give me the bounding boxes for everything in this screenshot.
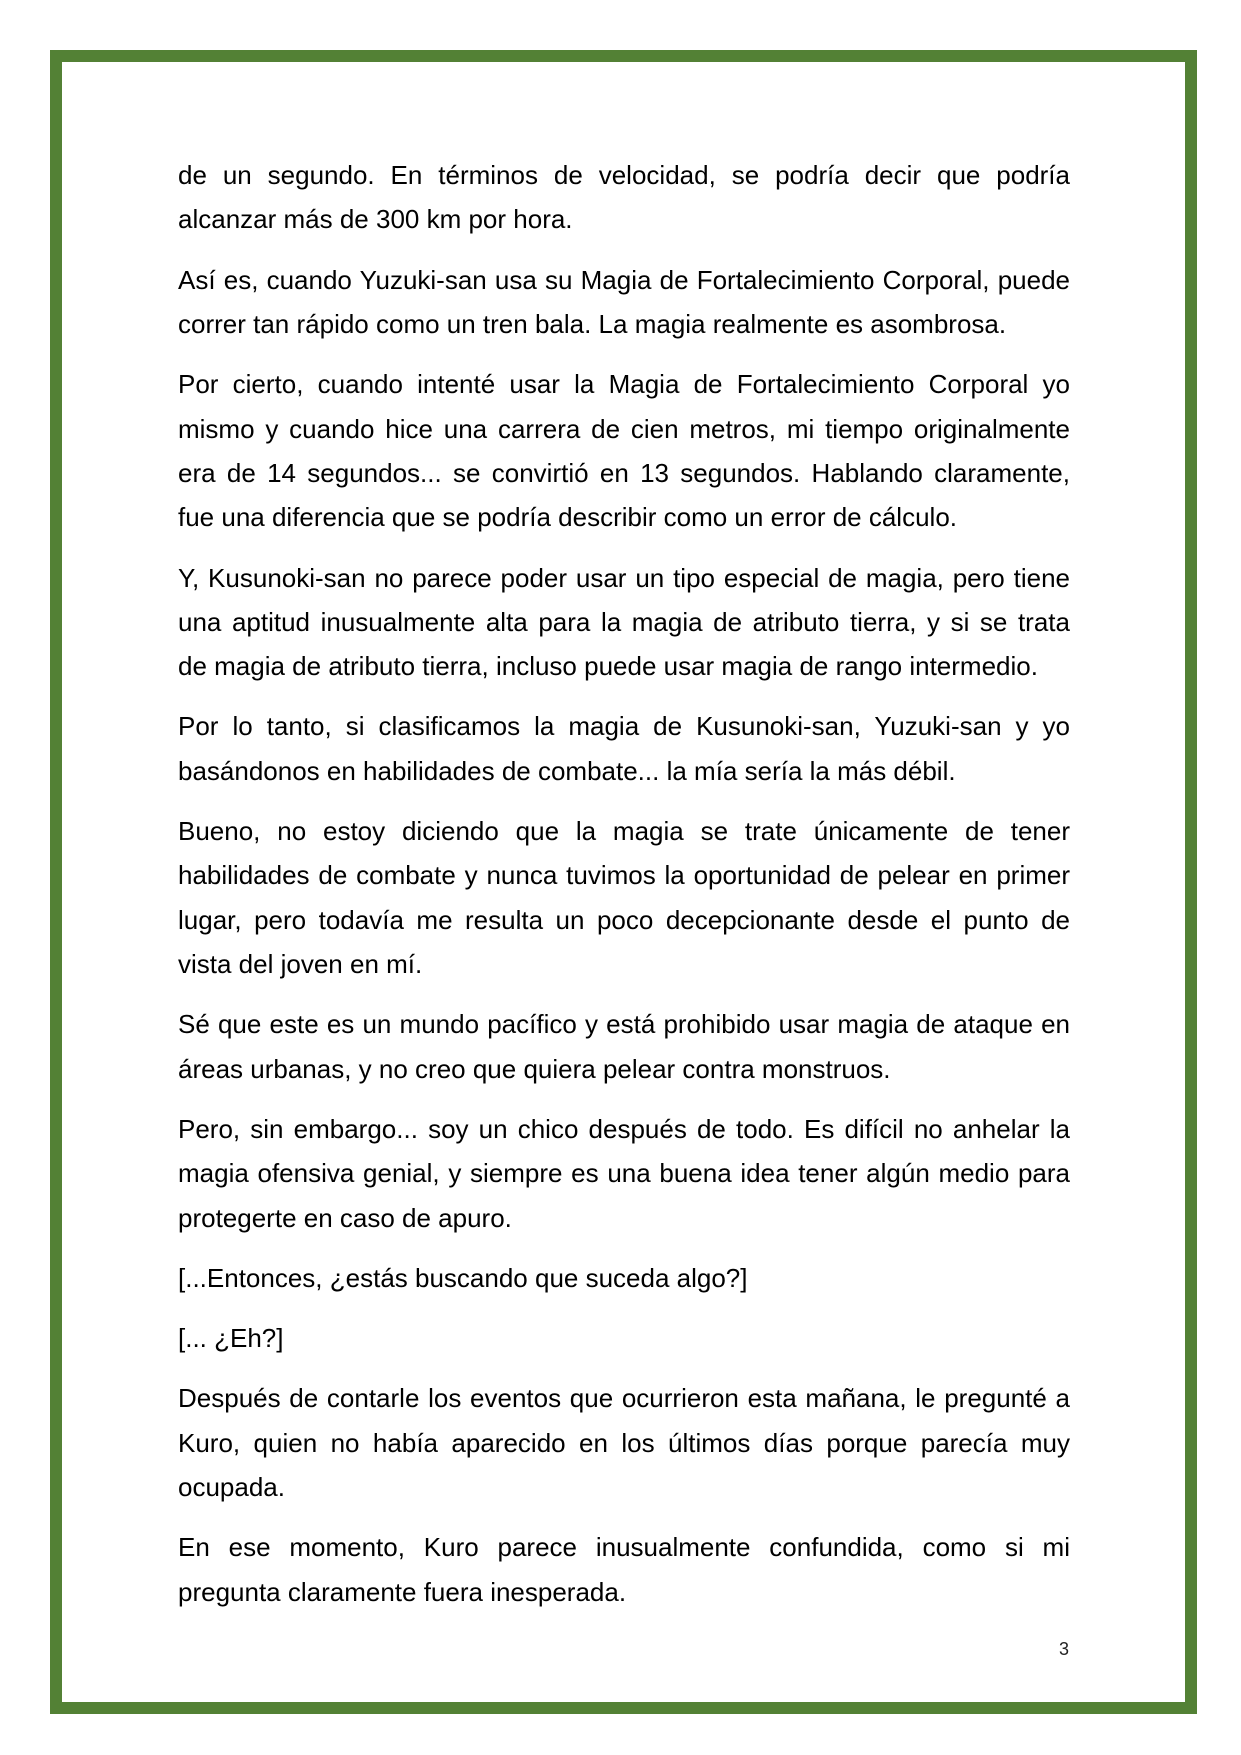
- paragraph: [178, 1525, 1070, 1614]
- text-line: fue una diferencia que se podría describir como un error de cálculo.: [178, 502, 957, 533]
- text-line: [...Entonces, ¿estás buscando que suceda algo?]: [178, 1262, 748, 1293]
- text-line: Pero, sin embargo... soy un chico después de todo. Es difícil no anhelar la: [178, 1114, 1070, 1144]
- text-line: de un segundo. En términos de velocidad, se podría decir que podría: [178, 160, 1070, 190]
- text-line: ocupada.: [178, 1472, 285, 1503]
- text-line: En ese momento, Kuro parece inusualmente confundida, como si mi: [178, 1532, 1070, 1563]
- text-line: lugar, pero todavía me resulta un poco decepcionante desde el punto de: [178, 904, 1070, 935]
- text-line: áreas urbanas, y no creo que quiera pelear contra monstruos.: [178, 1053, 891, 1084]
- text-line: protegerte en caso de apuro.: [178, 1202, 512, 1233]
- text-line: basándonos en habilidades de combate... la mía sería la más débil.: [178, 755, 956, 786]
- text-line: magia ofensiva genial, y siempre es una buena idea tener algún medio para: [178, 1158, 1070, 1189]
- text-line: Kuro, quien no había aparecido en los últimos días porque parecía muy: [178, 1427, 1070, 1458]
- page-number: 3: [1058, 1639, 1069, 1659]
- paragraph: [178, 258, 1070, 347]
- paragraph: [178, 1376, 1070, 1509]
- text-line: mismo y cuando hice una carrera de cien metros, mi tiempo originalmente: [178, 413, 1070, 444]
- text-line: una aptitud inusualmente alta para la magia de atributo tierra, y si se trata: [178, 606, 1070, 637]
- text-line: Y, Kusunoki-san no parece poder usar un tipo especial de magia, pero tiene: [178, 562, 1070, 593]
- text-line: de magia de atributo tierra, incluso puede usar magia de rango intermedio.: [178, 651, 1038, 682]
- text-line: Por lo tanto, si clasificamos la magia de Kusunoki-san, Yuzuki-san y yo: [178, 711, 1070, 742]
- dialogue-paragraph: [178, 1256, 1070, 1300]
- paragraph: [178, 153, 1070, 242]
- text-line: habilidades de combate y nunca tuvimos la oportunidad de pelear en primer: [178, 860, 1070, 891]
- paragraph: [178, 704, 1070, 793]
- paragraph: [178, 362, 1070, 540]
- text-line: Por cierto, cuando intenté usar la Magia de Fortalecimiento Corporal yo: [178, 369, 1070, 400]
- text-line: alcanzar más de 300 km por hora.: [178, 204, 573, 235]
- text-line: Así es, cuando Yuzuki-san usa su Magia de Fortalecimiento Corporal, puede: [178, 264, 1070, 295]
- text-line: vista del joven en mí.: [178, 949, 423, 980]
- paragraph: [178, 809, 1070, 987]
- text-line: Sé que este es un mundo pacífico y está prohibido usar magia de ataque en: [178, 1009, 1070, 1040]
- paragraph: [178, 1002, 1070, 1091]
- text-line: Bueno, no estoy diciendo que la magia se trate únicamente de tener: [178, 816, 1070, 847]
- paragraph: [178, 556, 1070, 689]
- text-line: [... ¿Eh?]: [178, 1323, 284, 1354]
- body-text: [178, 153, 1070, 1630]
- paragraph: [178, 1107, 1070, 1240]
- text-line: pregunta claramente fuera inesperada.: [178, 1576, 627, 1607]
- text-line: Después de contarle los eventos que ocurrieron esta mañana, le pregunté a: [178, 1383, 1070, 1414]
- text-line: era de 14 segundos... se convirtió en 13 segundos. Hablando claramente,: [178, 457, 1070, 488]
- text-line: correr tan rápido como un tren bala. La magia realmente es asombrosa.: [178, 308, 1007, 339]
- dialogue-paragraph: [178, 1316, 1070, 1360]
